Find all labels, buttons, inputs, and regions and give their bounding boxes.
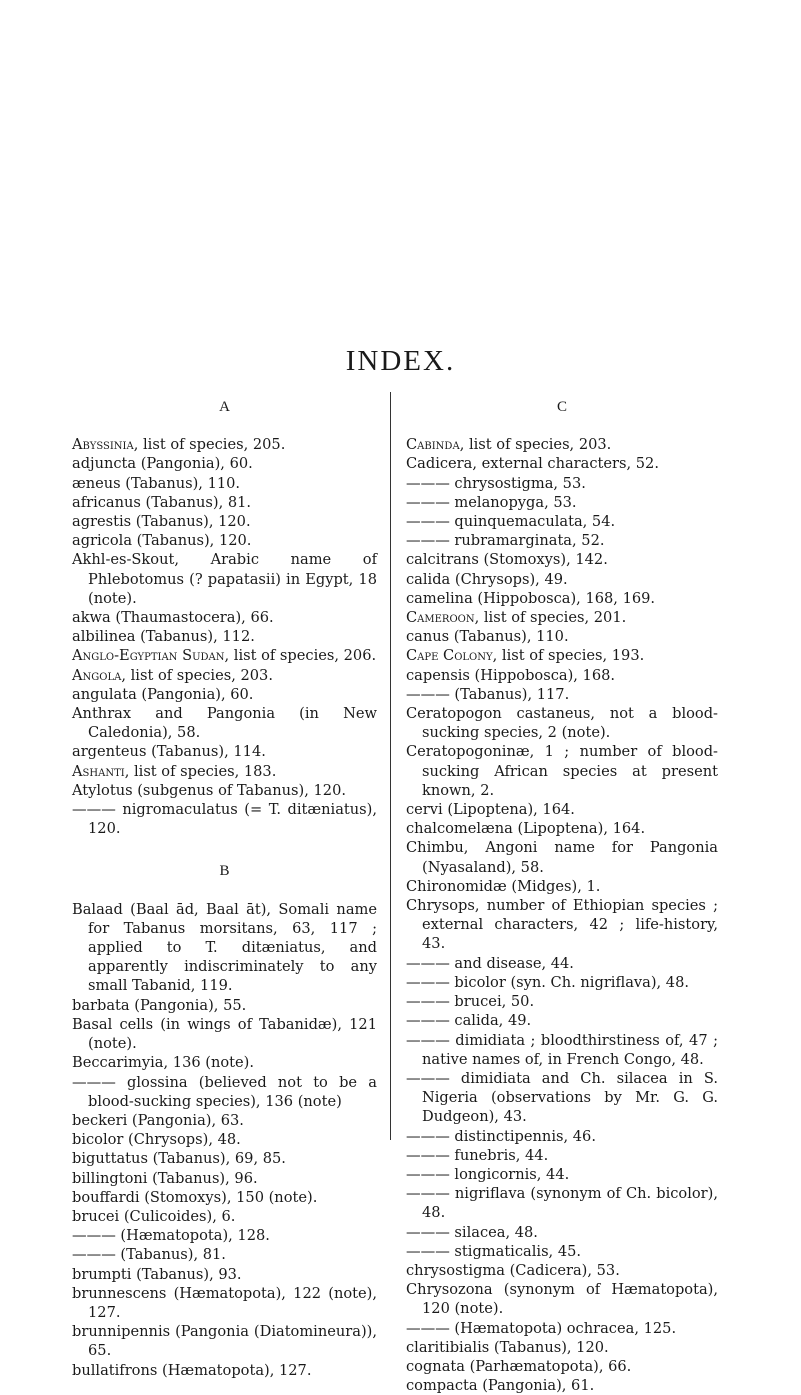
entry-text: ——— nigromaculatus (= T. ditæniatus), 120.	[72, 801, 377, 838]
entry-text: Chimbu, Angoni name for Pangonia (Nyasaland), 58.	[406, 839, 718, 876]
index-entry	[406, 1357, 718, 1376]
entry-text: , list of species, 183.	[124, 762, 277, 780]
index-entry	[406, 1184, 718, 1222]
index-entry	[406, 819, 718, 838]
entry-text: brunnipennis (Pangonia (Diatomineura)), 65.	[72, 1323, 377, 1360]
index-entry	[406, 742, 718, 800]
entry-text: calcitrans (Stomoxys), 142.	[406, 551, 608, 569]
index-entry	[72, 1188, 377, 1207]
index-entry	[406, 800, 718, 819]
index-entry	[406, 608, 718, 627]
entry-heading: Cape Colony	[406, 647, 493, 665]
index-entry	[72, 512, 377, 531]
entry-text: Balaad (Baal ād, Baal āt), Somali name for Tabanus morsitans, 63, 117 ; applied to T. ditæniatus, and apparently indiscriminately to any small Tabanid, 119.	[72, 900, 377, 995]
index-entry	[406, 1011, 718, 1030]
entry-text: beckeri (Pangonia), 63.	[72, 1111, 244, 1129]
entry-text: , list of species, 203.	[121, 666, 273, 684]
index-entry	[72, 454, 377, 473]
entry-text: Basal cells (in wings of Tabanidæ), 121 (note).	[72, 1015, 377, 1053]
index-entry	[406, 435, 718, 454]
entry-text: billingtoni (Tabanus), 96.	[72, 1169, 258, 1187]
entry-text: ——— brucei, 50.	[406, 993, 535, 1011]
entry-text: Beccarimyia, 136 (note).	[72, 1054, 254, 1072]
entry-text: ——— stigmaticalis, 45.	[406, 1242, 582, 1260]
index-entry	[72, 1207, 377, 1226]
section-letter: B	[219, 863, 230, 880]
index-entry	[406, 550, 718, 569]
index-entry	[406, 685, 718, 704]
entry-text: claritibialis (Tabanus), 120.	[406, 1338, 609, 1356]
entry-text: brumpti (Tabanus), 93.	[72, 1265, 242, 1283]
index-entry	[406, 973, 718, 992]
index-entry	[72, 627, 377, 646]
index-entry	[72, 781, 377, 800]
entry-text: ——— melanopyga, 53.	[406, 493, 577, 511]
index-entry	[72, 1284, 377, 1322]
entry-text: canus (Tabanus), 110.	[406, 628, 569, 646]
entry-heading: Cabinda	[406, 436, 460, 454]
index-entry	[72, 608, 377, 627]
index-entry	[72, 1245, 377, 1264]
entry-text: akwa (Thaumastocera), 66.	[72, 609, 274, 627]
entry-text: Cadicera, external characters, 52.	[406, 455, 659, 473]
entry-text: , list of species, 193.	[492, 647, 645, 665]
index-entry	[72, 1322, 377, 1360]
page-title: INDEX.	[345, 345, 456, 377]
index-entry	[72, 531, 377, 550]
index-entry	[406, 1280, 718, 1318]
entry-text: ——— bicolor (syn. Ch. nigriflava), 48.	[406, 973, 690, 991]
entry-text: , list of species, 205.	[133, 436, 286, 454]
index-entry	[72, 646, 377, 665]
column-divider	[390, 392, 391, 1140]
entry-text: Anthrax and Pangonia (in New Caledonia), 58.	[72, 705, 377, 742]
entry-text: ——— distinctipennis, 46.	[406, 1127, 596, 1145]
entry-text: Atylotus (subgenus of Tabanus), 120.	[72, 781, 346, 799]
index-entry	[72, 493, 377, 512]
entry-text: Chrysozona (synonym of Hæmatopota), 120 (note).	[406, 1281, 718, 1318]
index-entry	[72, 762, 377, 781]
entry-text: bullatifrons (Hæmatopota), 127.	[72, 1361, 312, 1379]
index-entry	[406, 589, 718, 608]
entry-text: camelina (Hippobosca), 168, 169.	[406, 589, 656, 607]
index-entry	[406, 646, 718, 665]
right-column	[406, 398, 718, 1395]
entry-text: ——— (Tabanus), 117.	[406, 685, 570, 703]
entry-text: biguttatus (Tabanus), 69, 85.	[72, 1150, 286, 1168]
index-entry	[72, 1361, 377, 1380]
entry-text: ——— glossina (believed not to be a blood-sucking species), 136 (note)	[72, 1073, 377, 1110]
index-entry	[72, 666, 377, 685]
entry-text: africanus (Tabanus), 81.	[72, 493, 252, 511]
entry-text: cognata (Parhæmatopota), 66.	[406, 1357, 632, 1375]
index-entry	[72, 742, 377, 761]
entry-text: ——— (Hæmatopota), 128.	[72, 1227, 270, 1245]
index-entry	[72, 1015, 377, 1053]
entry-text: Akhl-es-Skout, Arabic name of Phlebotomus (? papatasii) in Egypt, 18 (note).	[72, 551, 377, 607]
index-entry	[406, 1261, 718, 1280]
entry-text: ——— quinquemaculata, 54.	[406, 513, 616, 531]
section-letter: C	[556, 399, 567, 415]
index-entry	[406, 954, 718, 973]
entry-text: Ceratopogon castaneus, not a blood-sucking species, 2 (note).	[406, 705, 718, 742]
entry-text: calida (Chrysops), 49.	[406, 570, 568, 588]
entry-text: adjuncta (Pangonia), 60.	[72, 455, 253, 473]
entry-text: ——— silacea, 48.	[406, 1223, 538, 1241]
index-entry	[72, 474, 377, 493]
entry-text: brucei (Culicoides), 6.	[72, 1207, 236, 1225]
index-entry	[406, 1223, 718, 1242]
index-entry	[406, 512, 718, 531]
index-entry	[406, 877, 718, 896]
index-entry	[406, 896, 718, 954]
entry-text: ——— (Hæmatopota) ochracea, 125.	[406, 1319, 677, 1337]
entry-text: agricola (Tabanus), 120.	[72, 532, 252, 550]
index-entry	[406, 493, 718, 512]
entry-text: brunnescens (Hæmatopota), 122 (note), 127.	[72, 1284, 377, 1321]
index-entry	[72, 1265, 377, 1284]
entry-text: chalcomelæna (Lipoptena), 164.	[406, 820, 646, 838]
section-gap	[72, 838, 377, 862]
index-entry	[72, 550, 377, 608]
entry-text: ——— dimidiata and Ch. silacea in S. Nigeria (observations by Mr. G. G. Dudgeon), 43.	[406, 1069, 718, 1126]
entry-heading: Abyssinia	[72, 436, 134, 454]
index-entry	[406, 627, 718, 646]
index-entry	[406, 1376, 718, 1395]
index-entry	[406, 1242, 718, 1261]
entry-text: ——— (Tabanus), 81.	[72, 1246, 226, 1264]
entry-text: compacta (Pangonia), 61.	[406, 1377, 595, 1395]
index-entry	[72, 435, 377, 454]
index-entry	[406, 1031, 718, 1069]
index-entry	[72, 900, 377, 996]
entry-text: albilinea (Tabanus), 112.	[72, 628, 255, 646]
entry-text: , list of species, 201.	[474, 609, 627, 627]
index-entry	[72, 1149, 377, 1168]
index-entry	[406, 1319, 718, 1338]
index-entry	[406, 531, 718, 550]
entry-text: ——— funebris, 44.	[406, 1146, 549, 1164]
entry-heading: Ashanti	[72, 762, 125, 780]
index-entry	[72, 996, 377, 1015]
entry-text: , list of species, 203.	[459, 436, 612, 454]
index-entry	[406, 992, 718, 1011]
index-entry	[406, 454, 718, 473]
entry-text: agrestis (Tabanus), 120.	[72, 513, 251, 531]
index-entry	[406, 704, 718, 742]
entry-text: ——— calida, 49.	[406, 1012, 532, 1030]
index-entry	[72, 685, 377, 704]
index-entry	[72, 1130, 377, 1149]
index-entry	[406, 1127, 718, 1146]
index-entry	[406, 838, 718, 876]
index-entry	[72, 1073, 377, 1111]
entry-text: Chironomidæ (Midges), 1.	[406, 877, 601, 895]
index-entry	[406, 666, 718, 685]
index-entry	[72, 1111, 377, 1130]
entry-text: bouffardi (Stomoxys), 150 (note).	[72, 1188, 318, 1206]
entry-text: ——— dimidiata ; bloodthirstiness of, 47 ; native names of, in French Congo, 48.	[406, 1031, 718, 1068]
index-entry	[406, 1069, 718, 1127]
index-entry	[406, 1146, 718, 1165]
index-entry	[406, 570, 718, 589]
entry-heading: Anglo-Egyptian Sudan	[72, 647, 225, 665]
entry-text: argenteus (Tabanus), 114.	[72, 743, 266, 761]
left-column	[72, 398, 377, 1380]
entry-text: bicolor (Chrysops), 48.	[72, 1131, 241, 1149]
index-entry	[72, 1169, 377, 1188]
entry-text: cervi (Lipoptena), 164.	[406, 801, 575, 819]
entry-text: , list of species, 206.	[224, 647, 377, 665]
entry-heading: Angola	[72, 666, 122, 684]
index-entry	[72, 704, 377, 742]
section-letter: A	[219, 399, 230, 415]
entry-text: angulata (Pangonia), 60.	[72, 685, 254, 703]
entry-text: ——— and disease, 44.	[406, 954, 574, 972]
entry-text: Chrysops, number of Ethiopian species ; external characters, 42 ; life-history, 43.	[406, 897, 718, 953]
entry-text: æneus (Tabanus), 110.	[72, 474, 241, 492]
entry-heading: Cameroon	[406, 609, 475, 627]
entry-text: barbata (Pangonia), 55.	[72, 996, 247, 1014]
entry-text: ——— longicornis, 44.	[406, 1165, 570, 1183]
entry-text: ——— rubramarginata, 52.	[406, 532, 605, 550]
index-entry	[72, 1053, 377, 1072]
entry-text: capensis (Hippobosca), 168.	[406, 666, 616, 684]
index-entry	[406, 1165, 718, 1184]
index-entry	[406, 474, 718, 493]
index-entry	[406, 1338, 718, 1357]
index-entry	[72, 800, 377, 838]
entry-text: Ceratopogoninæ, 1 ; number of blood-sucking African species at present known, 2.	[406, 743, 718, 799]
index-entry	[72, 1226, 377, 1245]
entry-text: chrysostigma (Cadicera), 53.	[406, 1261, 620, 1279]
entry-text: ——— chrysostigma, 53.	[406, 474, 586, 492]
entry-text: ——— nigriflava (synonym of Ch. bicolor), 48.	[406, 1185, 718, 1222]
